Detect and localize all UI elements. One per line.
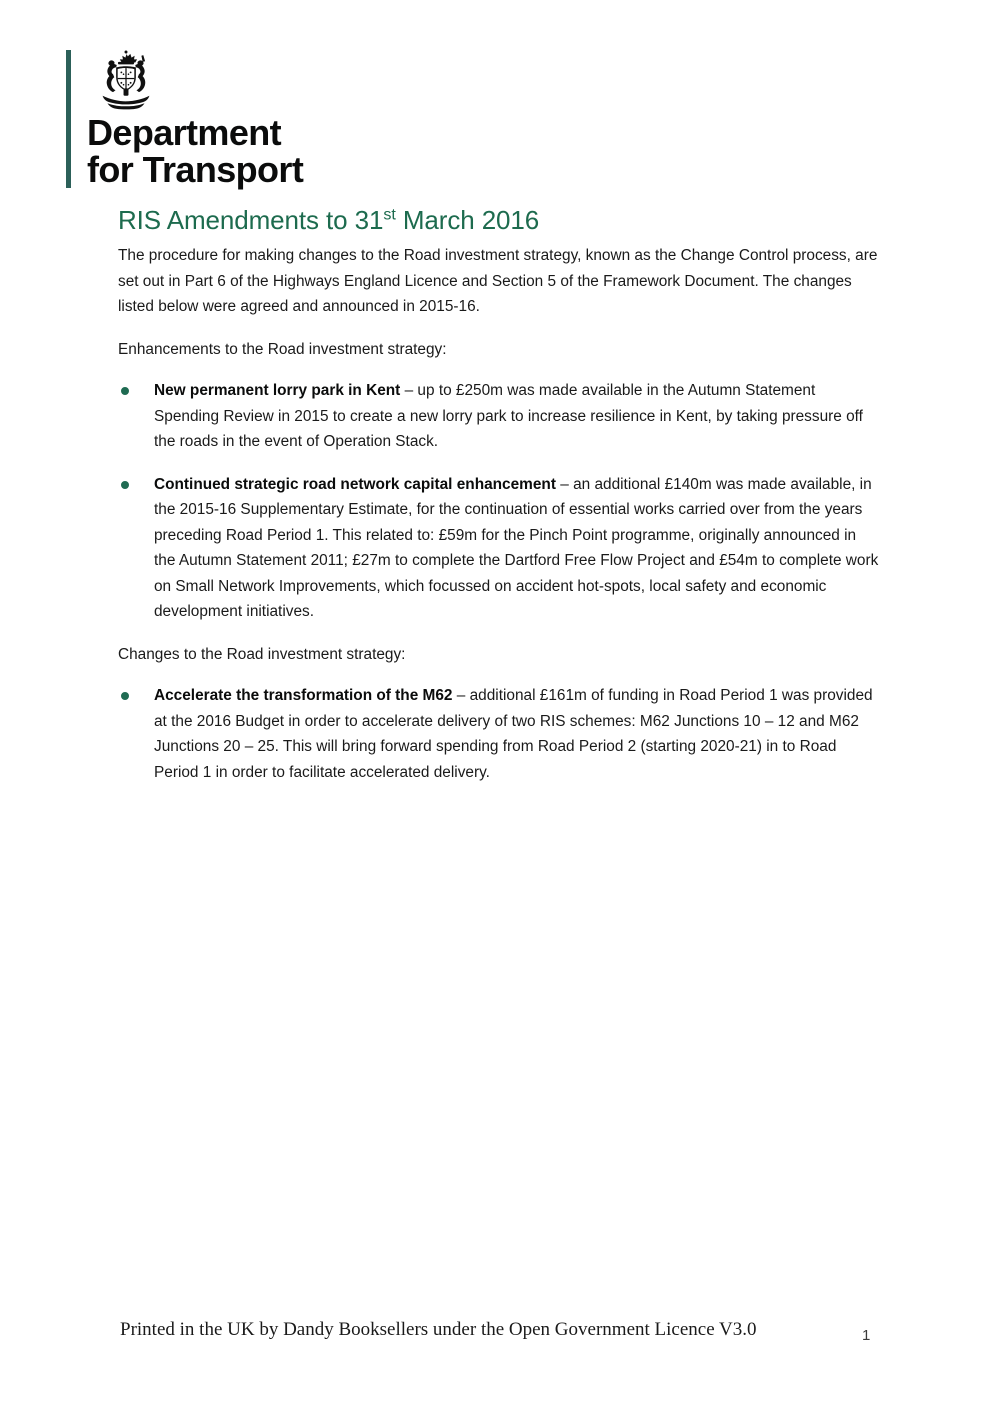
page-number: 1 xyxy=(862,1327,871,1344)
masthead xyxy=(66,50,303,188)
lead-paragraph: The procedure for making changes to the Road investment strategy, known as the Change Control process, are set out in Part 6 of the Highways England Licence and Section 5 of the Framework Document. The changes listed below were agreed and announced in 2015-16. xyxy=(118,247,878,315)
footer-imprint: Printed in the UK by Dandy Booksellers under the Open Government Licence V3.0 xyxy=(120,1319,757,1340)
brand-block xyxy=(87,50,303,188)
page-title-ordinal: st xyxy=(383,205,396,224)
list-item-body: – an additional £140m was made available, in the 2015-16 Supplementary Estimate, for the continuation of essential works carried over from the years preceding Road Period 1. This related to: £59m for the Pinch Point programme, originally announced in the Autumn Statement 2011; £27m to complete the Dartford Free Flow Project and £54m to complete work on Small Network Improvements, which focussed on accident hot-spots, local safety and economic development initiatives. xyxy=(154,475,879,620)
section-intro-enhancements: Enhancements to the Road investment strategy: xyxy=(118,340,447,358)
list-item-lead-in: Accelerate the transformation of the M62 xyxy=(154,687,453,704)
bullet-list-enhancements xyxy=(118,378,880,625)
page-title-suffix: March 2016 xyxy=(395,205,540,235)
list-item-body: – up to £250m was made available in the Autumn Statement Spending Review in 2015 to create a new lorry park to increase resilience in Kent, by taking pressure off the roads in the event of Operation Stack. xyxy=(154,382,863,450)
list-item xyxy=(118,378,880,455)
bullet-list-changes xyxy=(118,683,880,785)
organisation-name: Department for Transport xyxy=(87,112,304,190)
bullet-dot-icon xyxy=(121,387,129,395)
royal-coat-of-arms-icon xyxy=(89,50,163,112)
list-item-body: – additional £161m of funding in Road Period 1 was provided at the 2016 Budget in order to accelerate delivery of two RIS schemes: M62 Junctions 10 – 12 and M62 Junctions 20 – 25. This will bring forward spending from Road Period 2 (starting 2020-21) in to Road Period 1 in order to facilitate accelerated delivery. xyxy=(154,687,873,781)
page-title-prefix: RIS Amendments to 31 xyxy=(118,205,384,235)
list-item-lead-in: New permanent lorry park in Kent xyxy=(154,382,401,399)
brand-rule xyxy=(66,50,71,188)
list-item-lead-in: Continued strategic road network capital enhancement xyxy=(154,475,556,493)
section-intro-changes: Changes to the Road investment strategy: xyxy=(118,645,406,663)
page-title xyxy=(118,205,880,236)
document-body xyxy=(118,205,880,791)
list-item xyxy=(118,683,880,785)
list-item xyxy=(118,472,880,625)
bullet-dot-icon xyxy=(121,481,129,489)
bullet-dot-icon xyxy=(121,692,129,700)
